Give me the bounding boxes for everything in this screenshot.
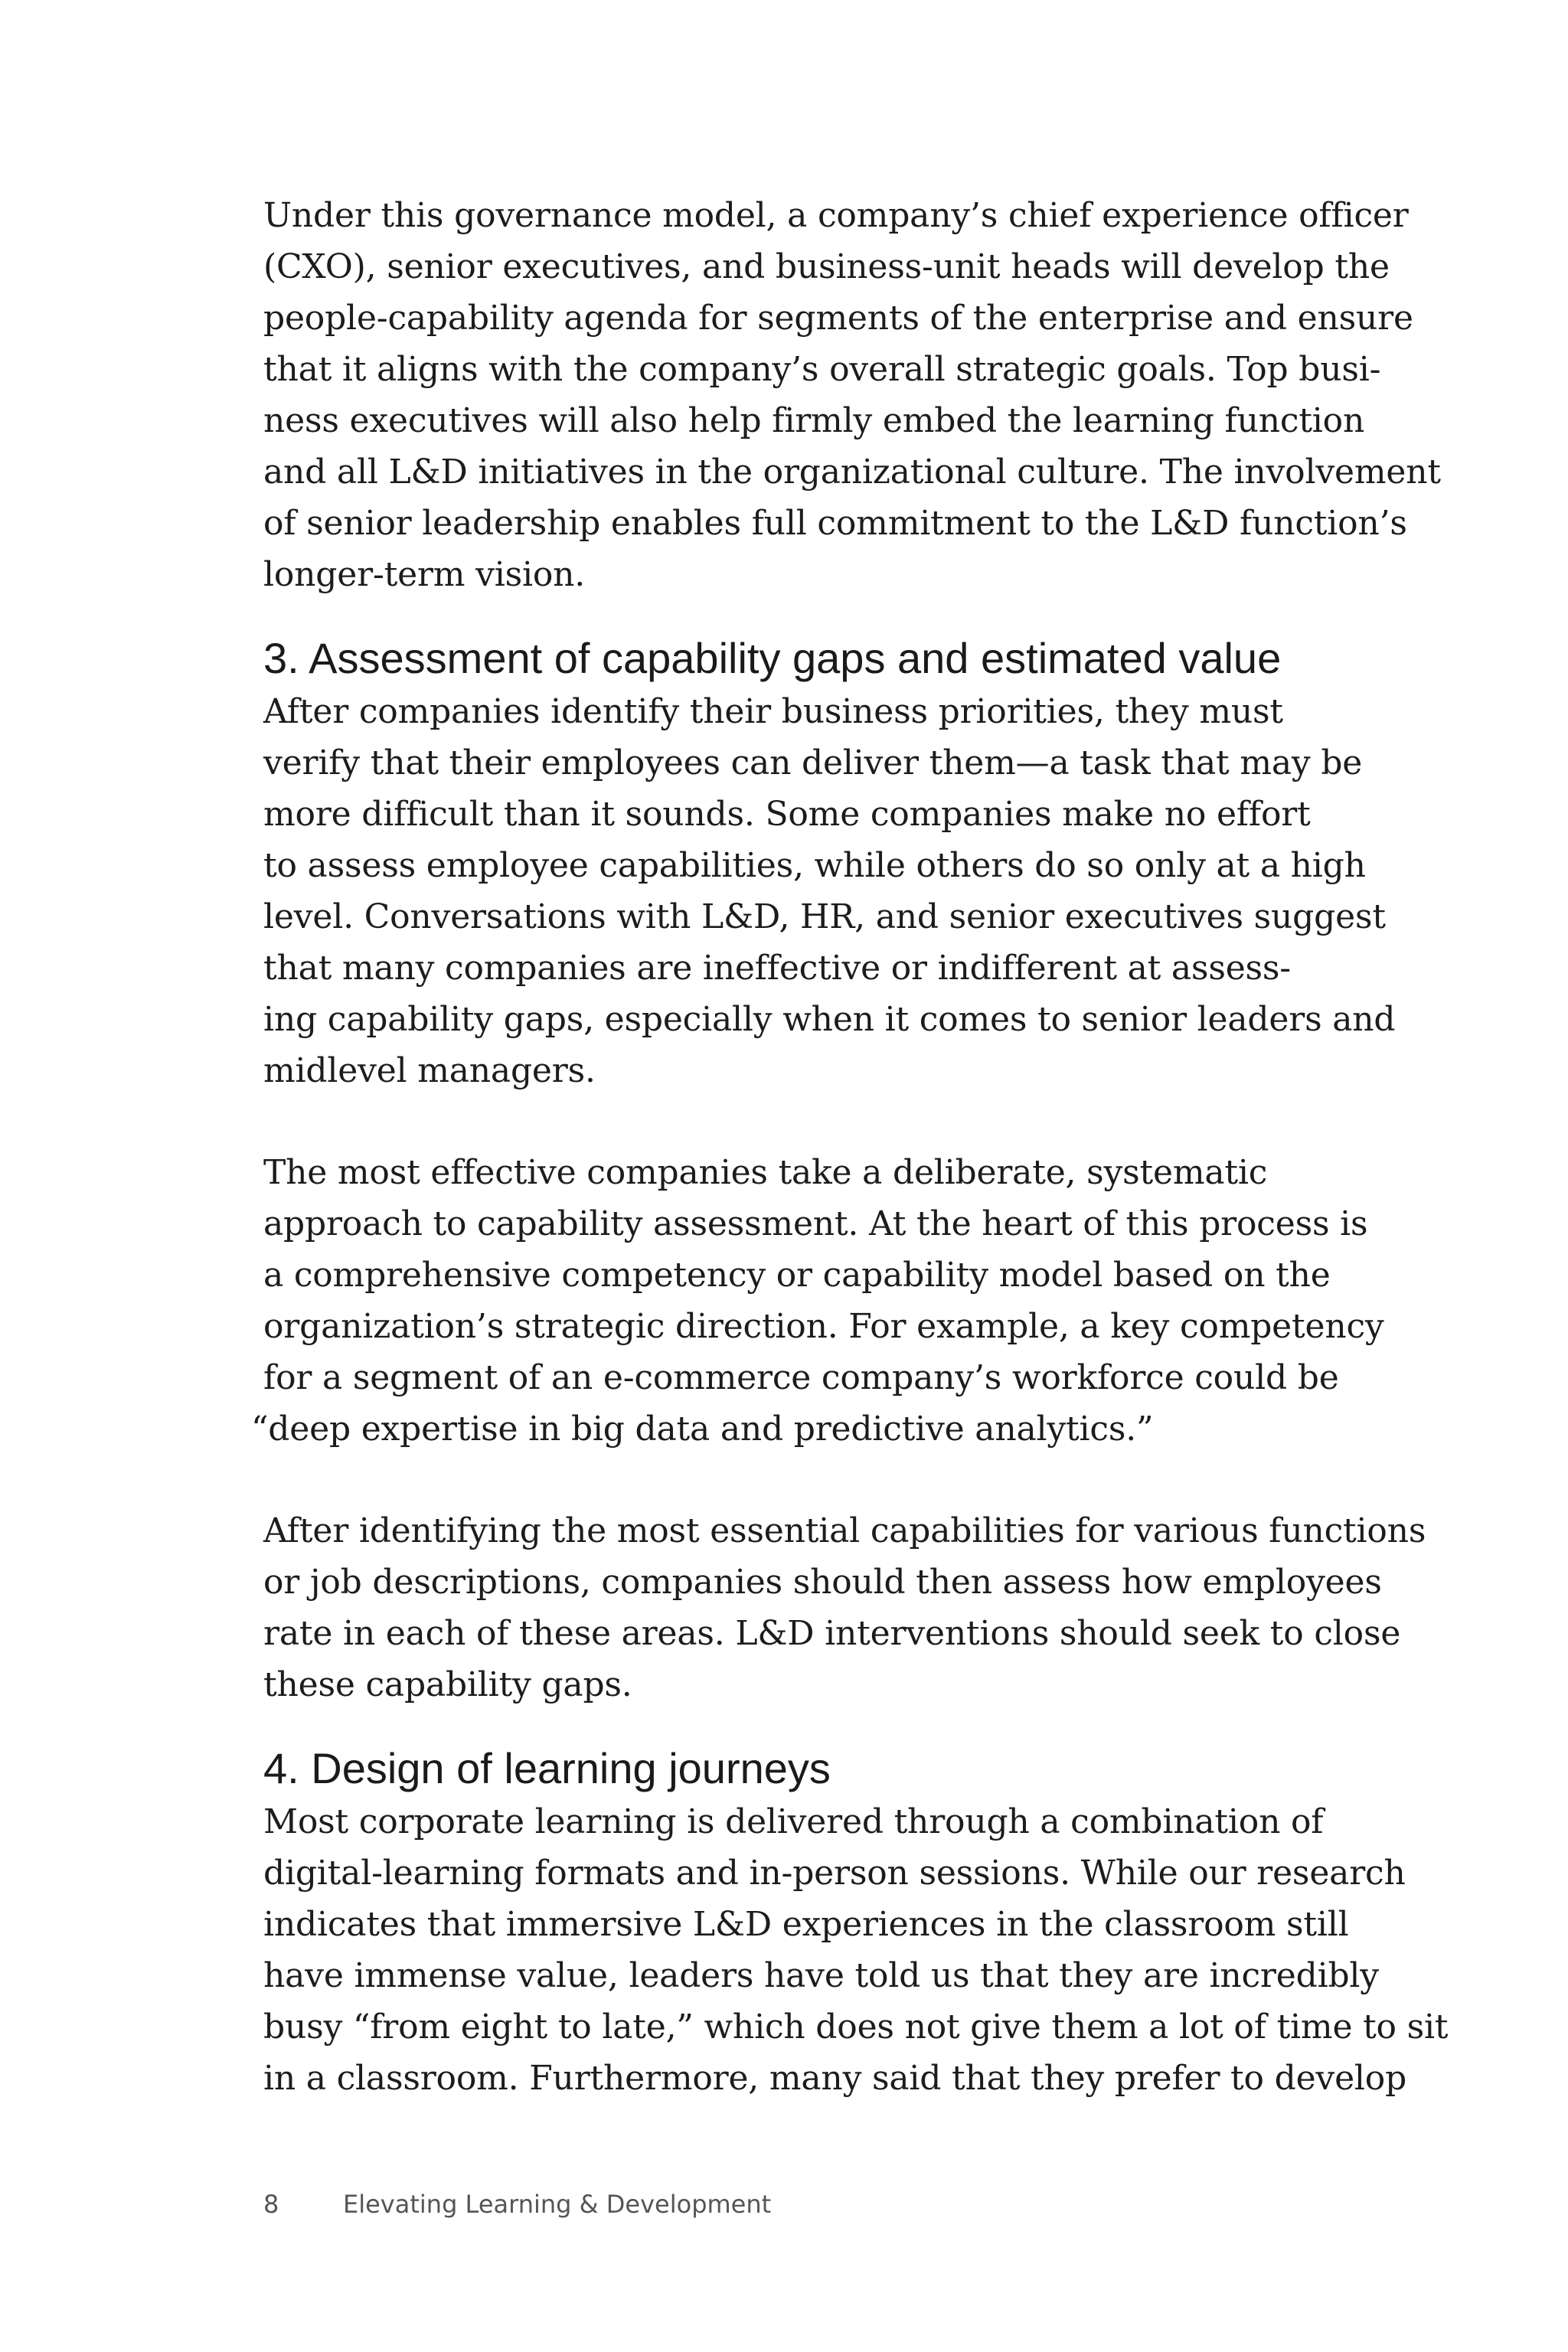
intro-paragraph	[263, 190, 1441, 600]
text-line: or job descriptions, companies should then assess how employees	[263, 1563, 1382, 1602]
text-line: these capability gaps.	[263, 1665, 632, 1704]
text-line: verify that their employees can deliver them—a task that may be	[263, 743, 1363, 782]
text-line: After companies identify their business priorities, they must	[263, 692, 1283, 731]
page-number: 8	[263, 2190, 279, 2219]
text-line: “deep expertise in big data and predictive analytics.”	[251, 1410, 1154, 1449]
text-line: digital-learning formats and in-person sessions. While our research	[263, 1854, 1406, 1893]
text-line: Most corporate learning is delivered through a combination of	[263, 1802, 1324, 1841]
page-content	[251, 190, 1449, 2104]
section-3-paragraph-1	[263, 686, 1396, 1096]
section-3-paragraph-3	[263, 1505, 1426, 1710]
text-line: midlevel managers.	[263, 1051, 596, 1090]
section-3-paragraph-2	[251, 1147, 1384, 1455]
page-footer	[263, 2190, 771, 2219]
text-line: in a classroom. Furthermore, many said that they prefer to develop	[263, 2059, 1407, 2098]
section-3-heading: 3. Assessment of capability gaps and estimated value	[263, 634, 1282, 682]
text-line: that many companies are ineffective or indifferent at assess-	[263, 949, 1291, 988]
text-line: for a segment of an e-commerce company’s workforce could be	[263, 1358, 1339, 1397]
text-line: Under this governance model, a company’s chief experience officer	[263, 196, 1409, 235]
text-line: more difficult than it sounds. Some companies make no effort	[263, 795, 1311, 834]
text-line: level. Conversations with L&D, HR, and senior executives suggest	[263, 897, 1386, 936]
text-line: people-capability agenda for segments of the enterprise and ensure	[263, 299, 1413, 338]
text-line: ing capability gaps, especially when it comes to senior leaders and	[263, 1000, 1396, 1039]
spacer	[263, 1096, 1335, 1147]
text-line: longer-term vision.	[263, 555, 586, 594]
text-line: organization’s strategic direction. For example, a key competency	[263, 1307, 1384, 1346]
spacer	[263, 600, 1335, 631]
text-line: After identifying the most essential capabilities for various functions	[263, 1511, 1426, 1550]
text-line: and all L&D initiatives in the organizational culture. The involvement	[263, 452, 1441, 492]
text-line: (CXO), senior executives, and business-unit heads will develop the	[263, 247, 1390, 286]
text-line: approach to capability assessment. At the heart of this process is	[263, 1204, 1368, 1243]
spacer	[263, 1710, 1335, 1741]
text-line: a comprehensive competency or capability model based on the	[263, 1256, 1331, 1295]
text-line: The most effective companies take a deliberate, systematic	[263, 1153, 1268, 1192]
spacer	[263, 1455, 1335, 1505]
section-4-paragraph-1	[263, 1796, 1449, 2104]
text-line: ness executives will also help firmly embed the learning function	[263, 401, 1365, 440]
footer-title: Elevating Learning & Development	[343, 2190, 772, 2219]
text-line: to assess employee capabilities, while others do so only at a high	[263, 846, 1366, 885]
text-line: rate in each of these areas. L&D interventions should seek to close	[263, 1614, 1401, 1653]
text-line: indicates that immersive L&D experiences in the classroom still	[263, 1905, 1349, 1944]
text-line: that it aligns with the company’s overall strategic goals. Top busi-	[263, 350, 1381, 389]
text-line: have immense value, leaders have told us that they are incredibly	[263, 1956, 1379, 1995]
text-line: of senior leadership enables full commitment to the L&D function’s	[263, 504, 1407, 543]
text-line: busy “from eight to late,” which does not give them a lot of time to sit	[263, 2007, 1449, 2047]
section-4-heading: 4. Design of learning journeys	[263, 1744, 831, 1792]
